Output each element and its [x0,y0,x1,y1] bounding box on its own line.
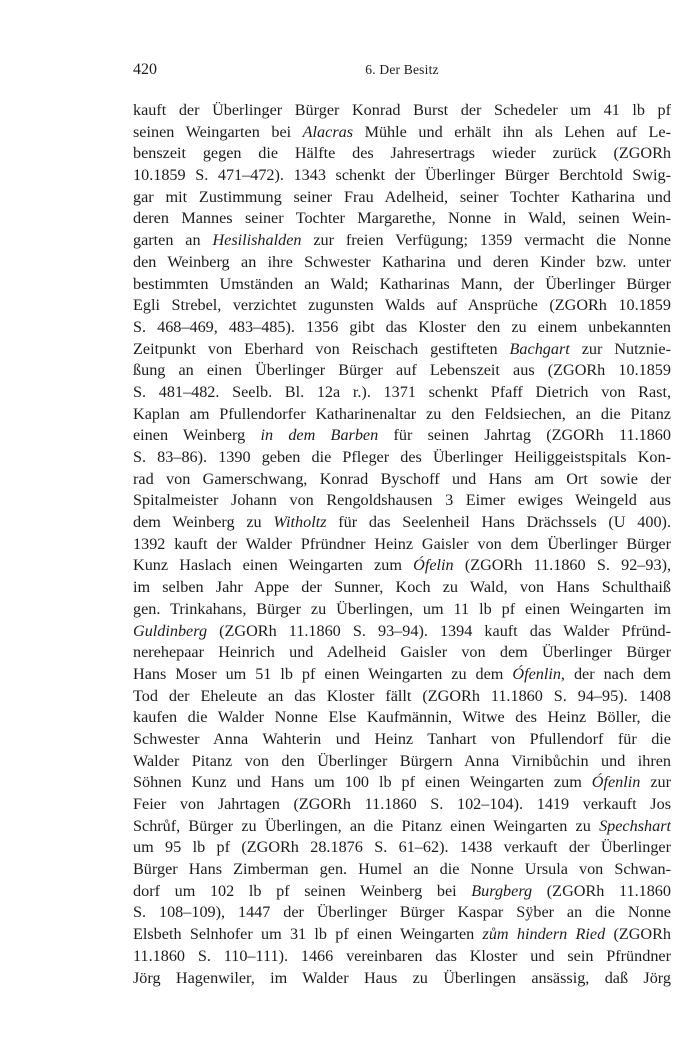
text-run: Kaplan am Pfullendorfer Katharinenaltar zu den Feldsiechen, an die Pitanz [133,404,671,423]
text-line [133,425,671,447]
page-number: 420 [133,61,157,78]
text-run: zur [640,773,671,792]
text-line [133,490,671,512]
text-line [133,404,671,426]
text-run: im selben Jahr Appe der Sunner, Koch zu Wald, von Hans Schulthaiß [133,578,671,597]
text-line [133,295,671,317]
text-line [133,751,671,773]
text-line [133,707,671,729]
text-line [133,837,671,859]
text-line [133,512,671,534]
text-run: 10.1859 S. 471–472). 1343 schenkt der Überlinger Bürger Berchtold Swig- [133,166,671,185]
text-line [133,187,671,209]
text-run: S. 468–469, 483–485). 1356 gibt das Kloster den zu einem unbekannten [133,317,671,336]
text-line [133,902,671,924]
text-line [133,968,671,990]
text-run: Jörg Hagenwiler, im Walder Haus zu Überlingen ansässig, daß Jörg [133,968,671,987]
text-run: S. 83–86). 1390 geben die Pfleger des Überlinger Heiliggeistspitals Kon- [133,448,671,466]
text-run: nerehepaar Heinrich und Adelheid Gaisler von dem Überlinger Bürger [133,643,671,662]
text-line [133,208,671,230]
page-header [133,61,671,83]
text-run: Kunz Haslach einen Weingarten zum [133,556,414,575]
text-run: gar mit Zustimmung seiner Frau Adelheid, seiner Tochter Katharina und [133,187,671,206]
italic-place-name: Burgberg [471,881,533,900]
text-run: Walder Pitanz von den Überlinger Bürgern Anna Virnibůchin und ihren [133,751,671,770]
text-line [133,274,671,296]
text-line [133,816,671,838]
text-line [133,555,671,577]
text-line [133,664,671,686]
text-run: der nach dem [564,664,671,683]
italic-place-name: Bachgart [509,339,570,358]
text-run: einen Weinberg [133,426,261,445]
text-line [133,534,671,556]
text-line [133,382,671,404]
text-run: Spitalmeister Johann von Rengoldshausen 3 Eimer ewiges Weingeld aus [133,491,671,510]
text-run: 1392 kauft der Walder Pfründner Heinz Gaisler von dem Überlinger Bürger [133,534,671,553]
body-text [133,100,671,989]
text-run: Söhnen Kunz und Hans um 100 lb pf einen Weingarten zum [133,773,592,792]
text-run: Schrůf, Bürger zu Überlingen, an die Pitanz einen Weingarten zu [133,816,600,835]
text-line [133,621,671,643]
text-run: Bürger Hans Zimberman gen. Humel an die Nonne Ursula von Schwan- [133,860,671,879]
text-run: 11.1860 S. 110–111). 1466 vereinbaren das Kloster und sein Pfründner [133,946,671,965]
text-run: kauft der Überlinger Bürger Konrad Burst der Schedeler um 41 lb pf [133,101,671,119]
text-run: rad von Gamerschwang, Konrad Byschoff und Hans am Ort sowie der [133,469,671,488]
text-run: Feier von Jahrtagen (ZGORh 11.1860 S. 102–104). 1419 verkauft Jos [133,795,671,813]
text-line [133,686,671,708]
text-run: gen. Trinkahans, Bürger zu Überlingen, um 11 lb pf einen Weingarten im [133,599,671,618]
text-line [133,642,671,664]
italic-place-name: Ófelin [413,556,454,575]
italic-place-name: Ófenlin, [512,664,565,683]
text-run: dem Weinberg zu [133,513,274,532]
italic-place-name: Witholtz [273,513,327,532]
text-line [133,794,671,816]
text-line [133,924,671,946]
text-run: (ZGORh 11.1860 S. 93–94). 1394 kauft das Walder Pfründ- [207,621,671,640]
text-line [133,360,671,382]
text-run: Hans Moser um 51 lb pf einen Weingarten zu dem [133,664,513,683]
text-run: Elsbeth Selnhofer um 31 lb pf einen Weingarten [133,925,483,944]
running-head: 6. Der Besitz [365,62,439,77]
text-line [133,317,671,339]
text-run: S. 481–482. Seelb. Bl. 12a r.). 1371 schenkt Pfaff Dietrich von Rast, [133,382,671,401]
text-run: zur freien Verfügung; 1359 vermacht die Nonne [301,231,671,250]
text-run: für das Seelenheil Hans Drächssels (U 400). [326,513,671,532]
italic-place-name: Hesilishalden [212,231,302,250]
text-run: (ZGORh [605,925,671,944]
text-run: garten an [133,231,213,250]
text-line [133,339,671,361]
text-line [133,100,671,122]
text-line [133,143,671,165]
text-line [133,165,671,187]
italic-place-name: Spechshart [599,816,671,835]
text-run: kaufen die Walder Nonne Else Kaufmännin, Witwe des Heinz Böller, die [133,708,671,727]
text-line [133,881,671,903]
text-line [133,122,671,144]
text-line [133,729,671,751]
text-run: S. 108–109), 1447 der Überlinger Bürger Kaspar Sÿber an die Nonne [133,903,671,922]
text-run: Zeitpunkt von Eberhard von Reischach gestifteten [133,339,510,358]
text-run: Schwester Anna Wahterin und Heinz Tanhart von Pfullendorf für die [133,729,671,748]
text-run: Tod der Eheleute an das Kloster fällt (ZGORh 11.1860 S. 94–95). 1408 [133,686,671,705]
text-run: den Weinberg an ihre Schwester Katharina und deren Kinder bzw. unter [133,252,671,271]
text-run: ßung an einen Überlinger Bürger auf Lebenszeit aus (ZGORh 10.1859 [133,361,671,380]
text-line [133,230,671,252]
text-run: um 95 lb pf (ZGORh 28.1876 S. 61–62). 1438 verkauft der Überlinger [133,838,671,857]
text-line [133,447,671,469]
text-run: Egli Strebel, verzichtet zugunsten Walds auf Ansprüche (ZGORh 10.1859 [133,296,671,315]
text-run: benszeit gegen die Hälfte des Jahresertrags wieder zurück (ZGORh [133,144,671,163]
text-run: Mühle und erhält ihn als Lehen auf Le- [353,122,671,141]
text-line [133,469,671,491]
italic-place-name: Guldinberg [133,621,208,640]
text-run: (ZGORh 11.1860 S. 92–93), [453,556,671,575]
text-line [133,859,671,881]
text-run: seinen Weingarten bei [133,122,303,141]
italic-place-name: in dem Barben [260,426,379,445]
text-line [133,946,671,968]
text-line [133,577,671,599]
text-run: deren Mannes seiner Tochter Margarethe, Nonne in Wald, seinen Wein- [133,209,671,228]
text-run: für seinen Jahrtag (ZGORh 11.1860 [378,426,671,445]
italic-place-name: zům hindern Ried [482,925,606,944]
italic-place-name: Alacras [302,122,354,141]
text-run: (ZGORh 11.1860 [532,881,671,900]
text-run: dorf um 102 lb pf seinen Weinberg bei [133,881,472,900]
text-run: bestimmten Umständen an Wald; Katharinas Mann, der Überlinger Bürger [133,274,671,293]
text-line [133,772,671,794]
italic-place-name: Ófenlin [591,773,641,792]
text-line [133,252,671,274]
text-line [133,599,671,621]
text-run: zur Nutznie- [569,339,671,358]
